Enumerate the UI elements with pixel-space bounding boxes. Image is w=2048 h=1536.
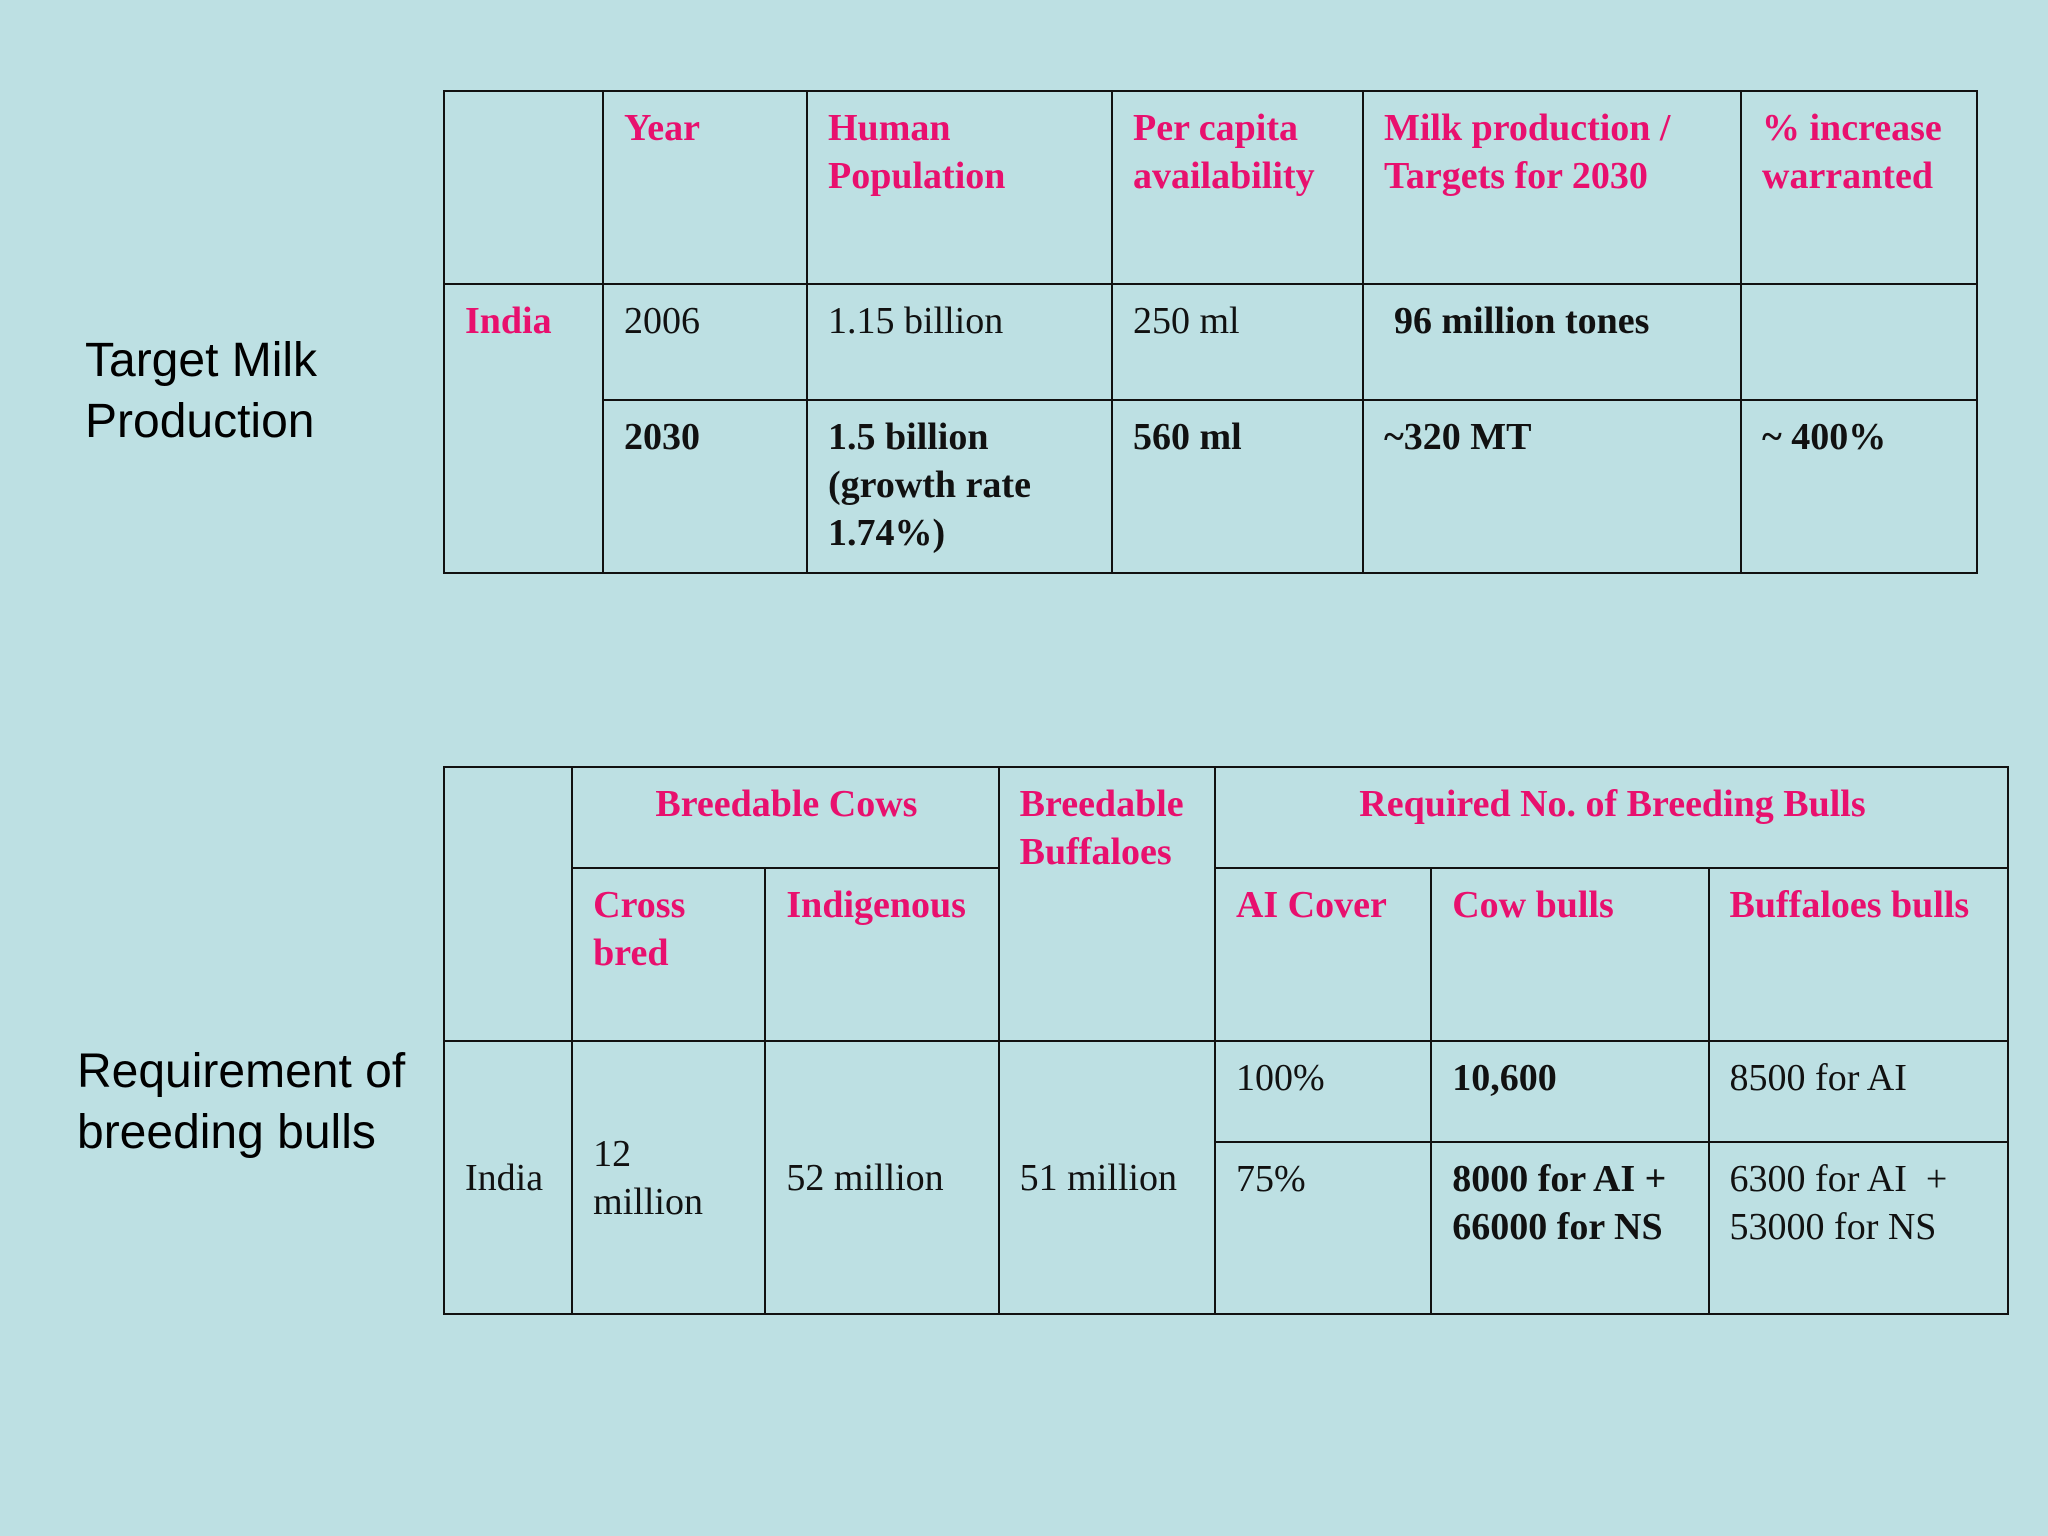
milk-production-table [443, 90, 1978, 574]
indigenous-cell: 52 million [765, 1041, 998, 1314]
header-breedable-buffaloes: Breedable Buffaloes [999, 767, 1215, 1041]
population-cell: 1.5 billion (growth rate 1.74%) [807, 400, 1112, 573]
header-empty-cell [444, 91, 603, 284]
per-capita-cell: 250 ml [1112, 284, 1363, 400]
table-row [444, 284, 1977, 400]
year-cell: 2030 [603, 400, 807, 573]
country-cell: India [444, 1041, 572, 1314]
year-cell: 2006 [603, 284, 807, 400]
header-percent-increase: % increase warranted [1741, 91, 1977, 284]
table-subheader-row [444, 868, 2008, 1041]
header-buffalo-bulls: Buffaloes bulls [1709, 868, 2008, 1041]
header-milk-production: Milk production / Targets for 2030 [1363, 91, 1741, 284]
header-cross-bred: Cross bred [572, 868, 765, 1041]
header-required-breeding-bulls: Required No. of Breeding Bulls [1215, 767, 2008, 868]
buffaloes-cell: 51 million [999, 1041, 1215, 1314]
per-capita-cell: 560 ml [1112, 400, 1363, 573]
table-header-row [444, 767, 2008, 868]
production-cell: 96 million tones [1363, 284, 1741, 400]
header-year: Year [603, 91, 807, 284]
table-row [444, 400, 1977, 573]
breeding-bulls-requirement-label: Requirement of breeding bulls [77, 1045, 406, 1159]
cow-bulls-cell: 8000 for AI + 66000 for NS [1431, 1142, 1708, 1314]
breeding-bulls-table [443, 766, 2009, 1315]
production-cell: ~320 MT [1363, 400, 1741, 573]
buffalo-bulls-cell: 6300 for AI + 53000 for NS [1709, 1142, 2008, 1314]
buffalo-bulls-cell: 8500 for AI [1709, 1041, 2008, 1142]
header-empty-cell [444, 767, 572, 1041]
population-cell: 1.15 billion [807, 284, 1112, 400]
ai-cover-cell: 100% [1215, 1041, 1431, 1142]
country-cell: India [444, 284, 603, 573]
table-header-row [444, 91, 1977, 284]
header-indigenous: Indigenous [765, 868, 998, 1041]
header-breedable-cows: Breedable Cows [572, 767, 999, 868]
cow-bulls-cell: 10,600 [1431, 1041, 1708, 1142]
header-ai-cover: AI Cover [1215, 868, 1431, 1041]
increase-cell [1741, 284, 1977, 400]
target-milk-production-label: Target Milk Production [85, 334, 318, 448]
cross-bred-cell: 12 million [572, 1041, 765, 1314]
header-human-population: Human Population [807, 91, 1112, 284]
increase-cell: ~ 400% [1741, 400, 1977, 573]
ai-cover-cell: 75% [1215, 1142, 1431, 1314]
table-row [444, 1041, 2008, 1142]
header-cow-bulls: Cow bulls [1431, 868, 1708, 1041]
header-per-capita: Per capita availability [1112, 91, 1363, 284]
